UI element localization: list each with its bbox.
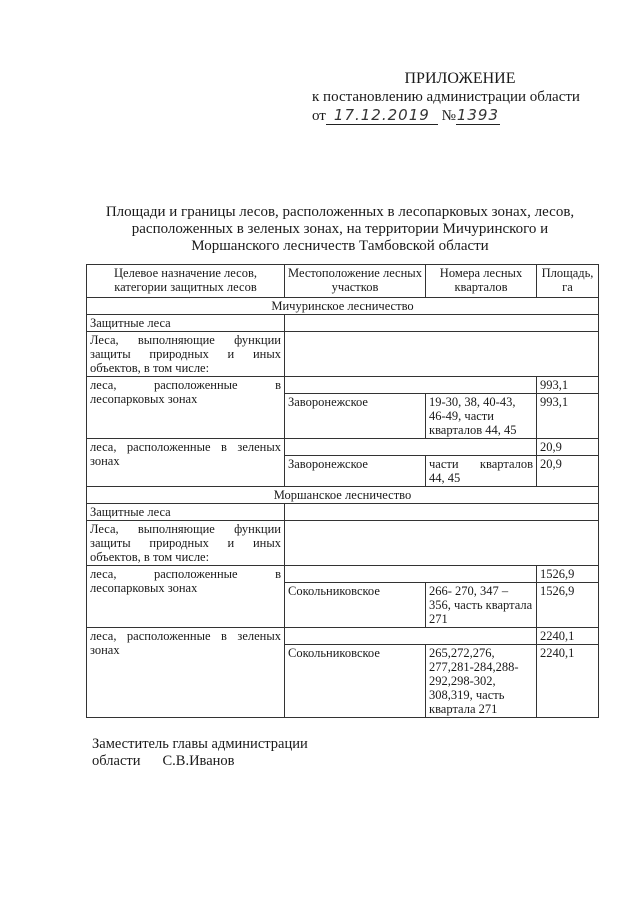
title-line-3: Моршанского лесничеств Тамбовской области [191,238,489,254]
appendix-header [300,70,600,128]
signatory-name: С.В.Иванов [162,753,235,769]
section-name: Мичуринское лесничество [87,298,599,315]
purpose-cell: леса, расположенные в лесопарковых зонах [87,377,285,439]
empty-cell [285,504,599,521]
header-row [87,265,599,298]
empty-cell [285,566,537,583]
signature-line-2 [92,753,392,770]
number-label: № [441,108,456,124]
location-cell: Сокольниковское [285,583,426,628]
description-cell: Леса, выполняющие функции защиты природных и иных объектов, в том числе: [87,332,285,377]
purpose-cell: леса, расположенные в зеленых зонах [87,439,285,487]
document-title [100,204,580,255]
section-name: Моршанское лесничество [87,487,599,504]
forest-area-table [86,264,599,718]
section-row [87,487,599,504]
title-line-2: расположенных в зеленых зонах, на территории Мичуринского и [131,221,549,237]
empty-cell [285,315,599,332]
appendix-title: ПРИЛОЖЕНИЕ [404,70,516,87]
handwritten-date: 17.12.2019 [326,106,438,125]
quarters-cell: части кварталов 44, 45 [426,456,537,487]
category-cell: Защитные леса [87,504,285,521]
empty-cell [285,377,537,394]
table-row [87,332,599,377]
empty-cell [285,521,599,566]
location-cell: Заворонежское [285,456,426,487]
signature-position-cont: области [92,753,141,769]
title-line-1: Площади и границы лесов, расположенных в лесопарковых зонах, лесов, [105,204,575,220]
handwritten-number: 1393 [456,106,500,124]
description-cell: Леса, выполняющие функции защиты природных и иных объектов, в том числе: [87,521,285,566]
area-cell: 1526,9 [537,583,599,628]
area-cell: 20,9 [537,456,599,487]
category-cell: Защитные леса [87,315,285,332]
header-area: Площадь, га [537,265,599,298]
from-label: от [312,108,326,124]
header-location: Местоположение лесных участков [285,265,426,298]
section-row [87,298,599,315]
total-cell: 2240,1 [537,628,599,645]
location-cell: Сокольниковское [285,645,426,718]
appendix-date-line [312,106,600,128]
table-row [87,439,599,456]
table-row [87,504,599,521]
location-cell: Заворонежское [285,394,426,439]
appendix-subtitle: к постановлению администрации области [312,89,580,105]
purpose-cell: леса, расположенные в лесопарковых зонах [87,566,285,628]
signature-block [92,736,392,770]
table-row [87,315,599,332]
area-cell: 993,1 [537,394,599,439]
header-purpose: Целевое назначение лесов, категории защитных лесов [87,265,285,298]
empty-cell [285,628,537,645]
total-cell: 1526,9 [537,566,599,583]
quarters-cell: 265,272,276, 277,281-284,288-292,298-302, 308,319, часть квартала 271 [426,645,537,718]
signature-position: Заместитель главы администрации [92,736,308,752]
total-cell: 20,9 [537,439,599,456]
quarters-cell: 266- 270, 347 – 356, часть квартала 271 [426,583,537,628]
table-row [87,377,599,394]
area-cell: 2240,1 [537,645,599,718]
purpose-cell: леса, расположенные в зеленых зонах [87,628,285,718]
quarters-cell: 19-30, 38, 40-43, 46-49, части кварталов 44, 45 [426,394,537,439]
table-row [87,566,599,583]
total-cell: 993,1 [537,377,599,394]
header-quarters: Номера лесных кварталов [426,265,537,298]
empty-cell [285,439,537,456]
table-row [87,628,599,645]
empty-cell [285,332,599,377]
table-row [87,521,599,566]
